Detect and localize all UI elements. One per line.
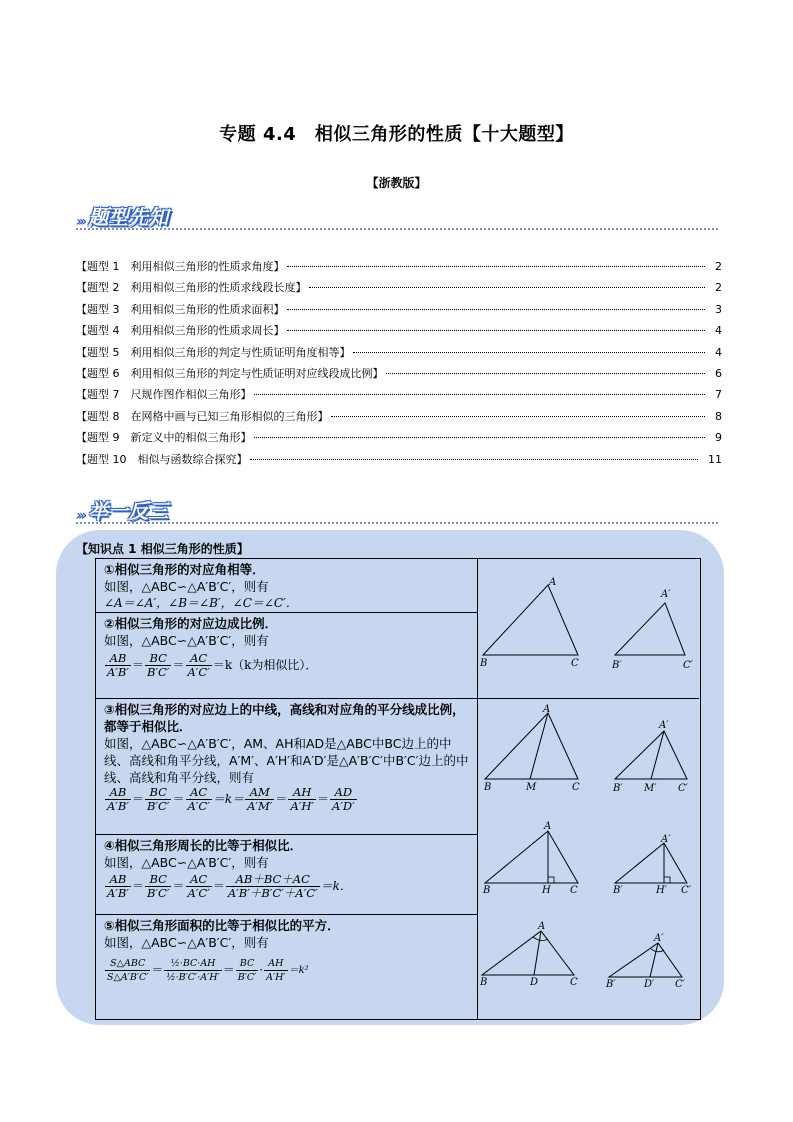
toc-leader xyxy=(254,394,706,395)
page-title: 专题 4.4 相似三角形的性质【十大题型】 xyxy=(219,124,574,145)
toc-leader xyxy=(287,309,706,310)
label-b2: B′ xyxy=(613,885,623,896)
label-a: A xyxy=(543,704,551,715)
banner-text: 题型先知 xyxy=(88,205,169,229)
label-c2: C′ xyxy=(675,979,685,990)
triangle-a2b2c2 xyxy=(615,603,685,655)
label-c: C xyxy=(570,885,578,896)
fraction: $\frac{AC}{A'C'}$ xyxy=(187,651,210,679)
label-a2: A′ xyxy=(661,834,671,845)
toc-entry[interactable] xyxy=(76,301,722,317)
toc-page-number: 4 xyxy=(715,345,722,359)
knowledge-label: 【知识点 1 相似三角形的性质】 xyxy=(76,542,249,556)
divider xyxy=(76,228,718,230)
property-cell-5 xyxy=(96,915,478,1019)
banner-arrows-icon: ››› xyxy=(76,214,85,230)
toc-page-number: 8 xyxy=(715,409,722,423)
property-heading: ②相似三角形的对应边成比例． xyxy=(104,616,278,631)
toc-leader xyxy=(287,266,706,267)
property-formula: ∠A＝∠A′，∠B＝∠B′，∠C＝∠C′． xyxy=(104,596,298,610)
toc-leader xyxy=(386,373,706,374)
toc-page-number: 11 xyxy=(708,452,722,466)
label-b2: B′ xyxy=(612,660,622,671)
toc-entry[interactable] xyxy=(76,344,722,360)
triangle-abc xyxy=(485,713,578,779)
label-b2: B′ xyxy=(606,979,616,990)
property-cell-2 xyxy=(96,613,478,699)
toc-entry[interactable] xyxy=(76,365,722,381)
triangle-a2b2c2 xyxy=(615,843,687,883)
toc-entry-label: 【题型 10 相似与函数综合探究】 xyxy=(76,452,248,466)
property-text: 如图，△ABC∽△A′B′C′，AM、AH和AD是△ABC中BC边上的中线、高线和角平分线，A′M′、A′H′和A′D′是△A′B′C′中B′C′边上的中线、高线和角平分线，则有 xyxy=(104,736,469,785)
toc-page-number: 2 xyxy=(715,260,722,273)
toc-leader xyxy=(353,352,706,353)
triangle-a2b2c2 xyxy=(615,731,687,779)
label-c: C xyxy=(570,977,578,988)
toc-entry-label: 【题型 5 利用相似三角形的判定与性质证明角度相等】 xyxy=(76,345,351,359)
toc-entry-label: 【题型 1 利用相似三角形的性质求角度】 xyxy=(76,260,285,273)
label-h: H xyxy=(542,885,551,896)
label-a2: A′ xyxy=(654,933,664,944)
label-b: B xyxy=(480,658,488,669)
toc-page-number: 4 xyxy=(715,324,722,338)
toc-entry-label: 【题型 7 尺规作图作相似三角形】 xyxy=(76,388,252,402)
figure-triangles-2 xyxy=(478,699,699,1018)
label-c2: C′ xyxy=(683,660,693,671)
right-angle-mark xyxy=(548,877,554,883)
toc-leader xyxy=(250,459,699,460)
toc-entry-label: 【题型 3 利用相似三角形的性质求面积】 xyxy=(76,302,285,316)
label-a: A xyxy=(549,577,557,588)
figure-triangles-1 xyxy=(478,559,699,698)
toc-entry-label: 【题型 8 在网格中画与已知三角形相似的三角形】 xyxy=(76,409,329,423)
toc-entry[interactable] xyxy=(76,258,722,274)
property-cell-4 xyxy=(96,835,478,915)
label-b: B xyxy=(480,977,488,988)
toc-entry-label: 【题型 2 利用相似三角形的性质求线段长度】 xyxy=(76,281,307,295)
toc-entry-label: 【题型 9 新定义中的相似三角形】 xyxy=(76,431,252,445)
label-a: A xyxy=(544,821,552,832)
banner-examples xyxy=(76,496,168,524)
property-cell-1 xyxy=(96,559,478,613)
toc-entry[interactable] xyxy=(76,322,722,338)
property-text: 如图，△ABC∽△A′B′C′，则有 xyxy=(104,579,269,594)
triangle-a2b2c2 xyxy=(609,943,682,977)
label-m: M xyxy=(526,782,537,793)
toc-entry[interactable] xyxy=(76,451,722,467)
formula-tail: ＝k（k为相似比）． xyxy=(212,658,318,672)
toc-entry[interactable] xyxy=(76,429,722,445)
label-c2: C′ xyxy=(678,783,688,794)
toc-entry[interactable] xyxy=(76,408,722,424)
label-b: B xyxy=(484,782,492,793)
label-c: C xyxy=(572,782,580,793)
label-d: D xyxy=(530,977,539,988)
bisector-ad xyxy=(534,931,541,975)
label-a: A xyxy=(538,921,546,932)
property-formula: $\frac{\text{S△ABC}}{S\triangle A'B'C'}$ ＝ $\frac{\text{½·BC·AH}}{\text{½·B′C′·A′H′}}$ ＝ $\frac{BC}{B'C'}$ · $\frac{AH}{A'H'}$ ＝k² xyxy=(107,958,309,983)
property-heading: ⑤相似三角形面积的比等于相似比的平方． xyxy=(104,918,340,933)
toc-entry[interactable] xyxy=(76,279,722,295)
property-cell-3 xyxy=(96,699,478,835)
triangle-abc xyxy=(483,585,578,655)
toc-leader xyxy=(287,330,706,331)
label-b2: B′ xyxy=(613,783,623,794)
toc-page-number: 3 xyxy=(715,302,722,316)
fraction: $\frac{BC}{B'C'}$ xyxy=(147,651,170,679)
toc-page-number: 6 xyxy=(715,367,722,380)
toc-entry[interactable] xyxy=(76,386,722,402)
fraction: $\frac{AB}{A'B'}$ xyxy=(107,651,129,679)
property-text: 如图，△ABC∽△A′B′C′，则有 xyxy=(104,935,269,950)
banner-text: 举一反三 xyxy=(88,499,169,523)
property-formula: $\frac{AB}{A'B'}$ ＝ $\frac{BC}{B'C'}$ ＝ $\frac{AC}{A'C'}$ ＝k＝ $\frac{AM}{A'M'}$ ＝ $\frac{AH}{A'H'}$ ＝ $\frac{AD}{A'D'}$ xyxy=(107,785,355,813)
property-heading: ①相似三角形的对应角相等． xyxy=(104,562,265,577)
property-formula: $\frac{AB}{A'B'}$ ＝ $\frac{BC}{B'C'}$ ＝ $\frac{AC}{A'C'}$ ＝ $\frac{AB+BC+AC}{A'B'+B'C'+A'C'}$ ＝k． xyxy=(107,872,352,900)
triangle-abc xyxy=(482,931,574,975)
edition-label: 【浙教版】 xyxy=(366,176,427,190)
triangle-abc xyxy=(485,831,578,883)
right-angle-mark xyxy=(664,877,670,883)
toc-entry-label: 【题型 6 利用相似三角形的判定与性质证明对应线段成比例】 xyxy=(76,367,384,380)
property-heading: ④相似三角形周长的比等于相似比． xyxy=(104,838,303,853)
label-m2: M′ xyxy=(644,783,657,794)
label-c2: C′ xyxy=(681,885,691,896)
toc-leader xyxy=(254,437,706,438)
divider xyxy=(76,522,718,524)
label-h2: H′ xyxy=(656,885,667,896)
banner-preview xyxy=(76,202,168,230)
toc-page-number: 7 xyxy=(715,388,722,402)
property-formula: $\frac{AB}{A'B'}$ ＝ $\frac{BC}{B'C'}$ ＝ $\frac{AC}{A'C'}$ ＝k（k为相似比）． xyxy=(107,651,318,679)
toc-page-number: 2 xyxy=(715,281,722,295)
label-d2: D′ xyxy=(644,979,655,990)
property-heading: ③相似三角形的对应边上的中线，高线和对应角的平分线成比例，都等于相似比． xyxy=(104,702,465,734)
label-c: C xyxy=(571,658,579,669)
banner-arrows-icon: ››› xyxy=(76,508,85,524)
property-text: 如图，△ABC∽△A′B′C′，则有 xyxy=(104,855,269,870)
toc-page-number: 9 xyxy=(715,431,722,445)
toc-entry-label: 【题型 4 利用相似三角形的性质求周长】 xyxy=(76,324,285,338)
property-text: 如图，△ABC∽△A′B′C′，则有 xyxy=(104,633,269,648)
label-a2: A′ xyxy=(659,720,669,731)
toc-leader xyxy=(309,287,706,288)
toc-leader xyxy=(331,416,706,417)
label-b: B xyxy=(483,885,491,896)
label-a2: A′ xyxy=(661,589,671,600)
median-a2m2 xyxy=(651,731,664,779)
